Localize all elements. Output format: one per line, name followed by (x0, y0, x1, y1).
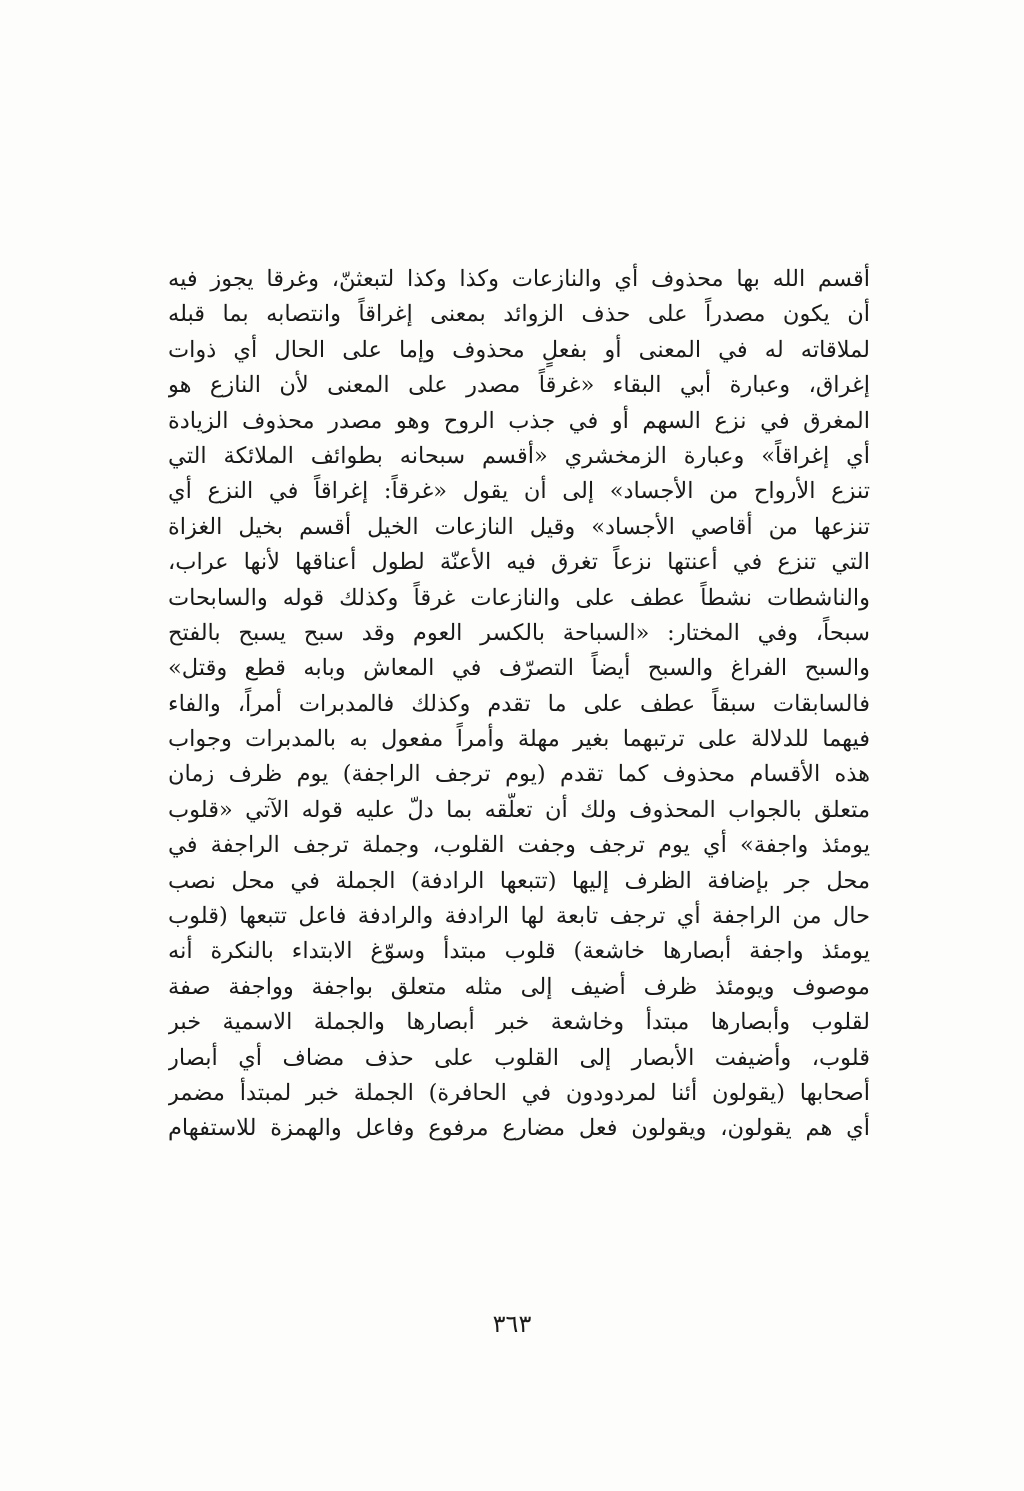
text-line: أقسم الله بها محذوف أي والنازعات وكذا وكذا لتبعثنّ، وغرقا يجوز فيه (168, 266, 870, 292)
text-line: يومئذ واجفة أبصارها خاشعة) قلوب مبتدأ وسوّغ الابتداء بالنكرة أنه (168, 938, 870, 965)
text-line: المغرق في نزع السهم أو في جذب الروح وهو مصدر محذوف الزيادة (168, 407, 870, 434)
text-line: هذه الأقسام محذوف كما تقدم (يوم ترجف الراجفة) يوم ظرف زمان (168, 761, 870, 788)
text-line: لقلوب وأبصارها مبتدأ وخاشعة خبر أبصارها والجملة الاسمية خبر (168, 1009, 870, 1036)
text-line: محل جر بإضافة الظرف إليها (تتبعها الرادفة) الجملة في محل نصب (168, 867, 870, 894)
body-text (168, 262, 870, 1147)
text-line: قلوب، وأضيفت الأبصار إلى القلوب على حذف مضاف أي أبصار (168, 1044, 870, 1071)
text-line: أن يكون مصدراً على حذف الزوائد بمعنى إغراقاً وانتصابه بما قبله (168, 301, 870, 328)
text-line: إغراق، وعبارة أبي البقاء «غرقاً مصدر على المعنى لأن النازع هو (168, 372, 870, 399)
text-line: التي تنزع في أعنتها نزعاً تغرق فيه الأعنّة لطول أعناقها لأنها عراب، (168, 549, 870, 576)
text-line: فالسابقات سبقاً عطف على ما تقدم وكذلك فالمدبرات أمراً، والفاء (168, 690, 870, 717)
text-line: أي هم يقولون، ويقولون فعل مضارع مرفوع وفاعل والهمزة للاستفهام (168, 1115, 870, 1142)
text-line: حال من الراجفة أي ترجف تابعة لها الرادفة والرادفة فاعل تتبعها (قلوب (168, 903, 870, 930)
text-line: تنزعها من أقاصي الأجساد» وقيل النازعات الخيل أقسم بخيل الغزاة (168, 513, 870, 540)
text-line: والناشطات نشطاً عطف على والنازعات غرقاً وكذلك قوله والسابحات (168, 584, 870, 611)
text-line: أصحابها (يقولون أئنا لمردودون في الحافرة) الجملة خبر لمبتدأ مضمر (168, 1079, 870, 1106)
text-line: لملاقاته له في المعنى أو بفعلٍ محذوف وإما على الحال أي ذوات (168, 336, 870, 363)
text-line: يومئذ واجفة» أي يوم ترجف وجفت القلوب، وجملة ترجف الراجفة في (168, 832, 870, 859)
page-number: ٣٦٣ (492, 1310, 532, 1338)
text-line: والسبح الفراغ والسبح أيضاً التصرّف في المعاش وبابه قطع وقتل» (168, 655, 870, 682)
text-line: متعلق بالجواب المحذوف ولك أن تعلّقه بما دلّ عليه قوله الآتي «قلوب (168, 796, 870, 823)
text-line: أي إغراقاً» وعبارة الزمخشري «أقسم سبحانه بطوائف الملائكة التي (168, 442, 870, 469)
text-line: موصوف ويومئذ ظرف أضيف إلى مثله متعلق بواجفة وواجفة صفة (168, 973, 870, 1000)
text-line: تنزع الأرواح من الأجساد» إلى أن يقول «غرقاً: إغراقاً في النزع أي (168, 478, 870, 505)
text-line: سبحاً، وفي المختار: «السباحة بالكسر العوم وقد سبح يسبح بالفتح (168, 619, 870, 646)
text-line: فيهما للدلالة على ترتبهما بغير مهلة وأمراً مفعول به بالمدبرات وجواب (168, 726, 870, 753)
